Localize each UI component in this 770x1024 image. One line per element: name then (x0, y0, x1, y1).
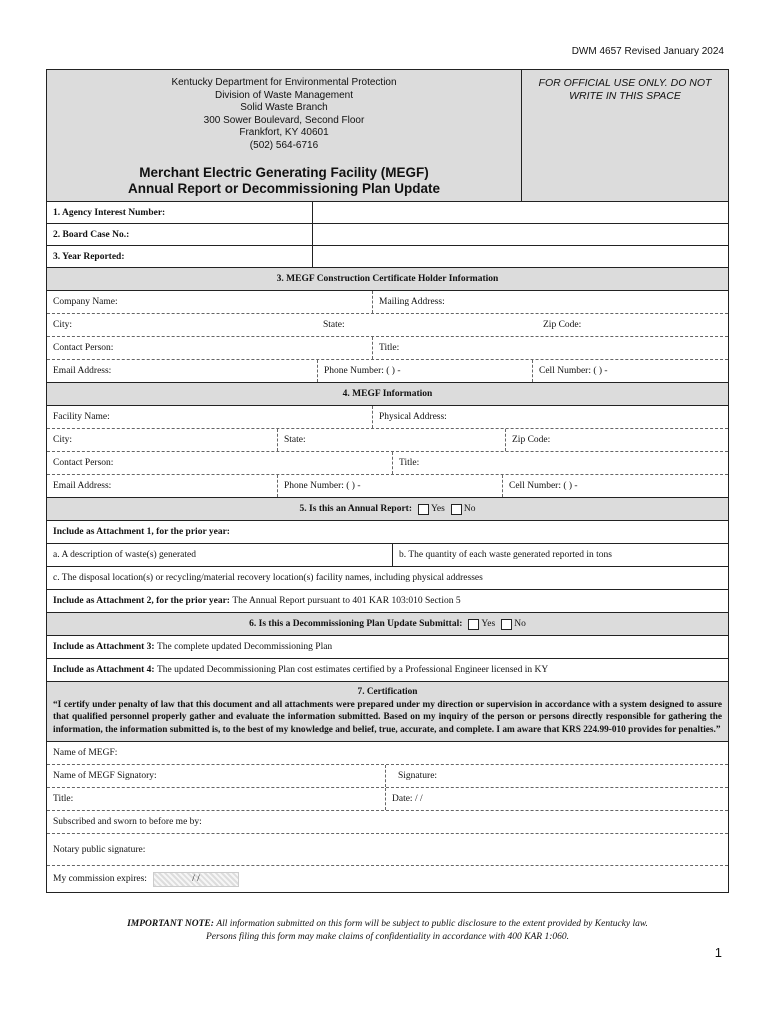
section-6-title: 6. Is this a Decommissioning Plan Update Submittal: (249, 619, 463, 629)
facility-title-field[interactable]: Title: (392, 452, 728, 474)
board-case-input[interactable] (312, 224, 728, 245)
board-case-label: 2. Board Case No.: (53, 229, 130, 240)
cell-field[interactable]: Cell Number: ( ) - (532, 360, 728, 382)
facility-contact-field[interactable]: Contact Person: (53, 458, 114, 468)
email-row-3 (47, 360, 728, 383)
attachment-3-row (47, 636, 728, 659)
agency-line: Division of Waste Management (214, 89, 354, 101)
attachment-1-label: Include as Attachment 1, for the prior year: (53, 527, 230, 537)
commission-row (47, 866, 728, 892)
item-c-text: c. The disposal location(s) or recycling/material recovery location(s) facility names, including physical addresses (53, 573, 483, 583)
attachment-1-row (47, 521, 728, 544)
attachment-3-label: Include as Attachment 3: (53, 642, 155, 652)
form-title-line2: Annual Report or Decommissioning Plan Update (127, 180, 441, 196)
annual-yes-label: Yes (431, 504, 445, 514)
annual-no-label: No (463, 504, 476, 514)
notary-signature-field[interactable]: Notary public signature: (53, 844, 146, 855)
attachment-2-cell (47, 590, 461, 612)
board-case-row (47, 224, 728, 246)
section-4-header (47, 383, 728, 406)
note-label: IMPORTANT NOTE: (127, 919, 214, 929)
important-note (46, 918, 729, 943)
items-ab-row (47, 544, 728, 567)
megf-name-row (47, 742, 728, 765)
zip-field[interactable]: Zip Code: (543, 320, 582, 330)
item-a-text: a. A description of waste(s) generated (53, 550, 196, 560)
facility-email-field[interactable]: Email Address: (53, 481, 112, 491)
subscribed-row (47, 811, 728, 834)
email-row-4 (47, 475, 728, 498)
signatory-row (47, 765, 728, 788)
title-date-row (47, 788, 728, 811)
year-reported-input[interactable] (312, 246, 728, 267)
state-field[interactable]: State: (323, 320, 345, 330)
contact-row-3 (47, 337, 728, 360)
facility-cell-field[interactable]: Cell Number: ( ) - (502, 475, 728, 497)
contact-person-field[interactable]: Contact Person: (53, 343, 114, 353)
subscribed-field[interactable]: Subscribed and sworn to before me by: (53, 817, 202, 827)
note-text-2: Persons filing this form may make claims of confidentiality in accordance with 400 KAR 1:060. (206, 931, 569, 942)
commission-date-field[interactable]: / / (153, 872, 239, 887)
facility-phone-field[interactable]: Phone Number: ( ) - (277, 475, 502, 497)
decom-no-checkbox[interactable] (501, 619, 512, 630)
phone-field[interactable]: Phone Number: ( ) - (317, 360, 532, 382)
megf-form (46, 69, 729, 893)
item-c-row (47, 567, 728, 590)
certification-title: 7. Certification (357, 687, 418, 697)
attachment-2-row (47, 590, 728, 613)
form-header (47, 70, 728, 202)
attachment-2-label: Include as Attachment 2, for the prior year: (53, 596, 230, 606)
attachment-4-label: Include as Attachment 4: (53, 665, 155, 675)
form-title-line1: Merchant Electric Generating Facility (MEGF) (139, 164, 429, 180)
physical-address-field[interactable]: Physical Address: (372, 406, 728, 428)
attachment-4-row (47, 659, 728, 682)
facility-name-field[interactable]: Facility Name: (53, 412, 110, 422)
page-number: 1 (714, 945, 722, 960)
agency-line: Kentucky Department for Environmental Protection (171, 77, 397, 88)
agency-line: 300 Sower Boulevard, Second Floor (203, 114, 365, 126)
company-row (47, 291, 728, 314)
signature-field[interactable]: Signature: (385, 765, 728, 787)
annual-yes-checkbox[interactable] (418, 504, 429, 515)
official-use-box: FOR OFFICIAL USE ONLY. DO NOT WRITE IN THIS SPACE (522, 70, 728, 201)
commission-cell (47, 866, 239, 892)
city-field[interactable]: City: (53, 320, 73, 330)
commission-label: My commission expires: (53, 874, 147, 884)
facility-city-field[interactable]: City: (53, 435, 73, 445)
agency-line: Solid Waste Branch (240, 102, 328, 114)
decom-yes-label: Yes (481, 619, 496, 629)
section-5-title: 5. Is this an Annual Report: (299, 504, 412, 514)
notary-row (47, 834, 728, 866)
attachment-2-text: The Annual Report pursuant to 401 KAR 103:010 Section 5 (232, 596, 461, 606)
megf-name-field[interactable]: Name of MEGF: (53, 748, 118, 758)
certification-block (47, 682, 728, 742)
agency-line: Frankfort, KY 40601 (239, 127, 329, 139)
attachment-3-cell (47, 636, 332, 658)
year-reported-row (47, 246, 728, 268)
city-row-4 (47, 429, 728, 452)
section-3-header (47, 268, 728, 291)
item-b-text: b. The quantity of each waste generated reported in tons (392, 544, 728, 566)
city-row-3 (47, 314, 728, 337)
certification-statement: “I certify under penalty of law that this document and all attachments were prepared under my direction or supervision in accordance with a system designed to assure that qualified personnel properly gather and evaluate the information submitted. Based on my inquiry of the person or persons directly responsible for gathering the information, the information submitted is, to the best of my knowledge and belief, true, accurate, and complete. I am aware that KRS 224.99-010 provides for penalties.” (53, 699, 722, 735)
company-name-field[interactable]: Company Name: (53, 297, 118, 307)
agency-interest-row (47, 202, 728, 224)
decom-yes-checkbox[interactable] (468, 619, 479, 630)
date-field[interactable]: Date: / / (385, 788, 728, 810)
signatory-name-field[interactable]: Name of MEGF Signatory: (53, 771, 157, 781)
annual-no-checkbox[interactable] (451, 504, 462, 515)
section-5-header (47, 498, 728, 521)
year-reported-label: 3. Year Reported: (53, 251, 125, 262)
section-4-title: 4. MEGF Information (342, 389, 433, 399)
revision-label: DWM 4657 Revised January 2024 (571, 46, 724, 57)
facility-row (47, 406, 728, 429)
agency-interest-input[interactable] (312, 202, 728, 223)
decom-no-label: No (514, 619, 526, 629)
attachment-4-cell (47, 659, 548, 681)
facility-state-field[interactable]: State: (277, 429, 505, 451)
mailing-address-field[interactable]: Mailing Address: (372, 291, 728, 313)
contact-row-4 (47, 452, 728, 475)
facility-zip-field[interactable]: Zip Code: (505, 429, 728, 451)
section-6-header (47, 613, 728, 636)
email-field[interactable]: Email Address: (53, 366, 112, 376)
note-text-1: All information submitted on this form will be subject to public disclosure to the extent provided by Kentucky law. (216, 919, 648, 929)
agency-interest-label: 1. Agency Interest Number: (53, 207, 166, 218)
signatory-title-field[interactable]: Title: (53, 794, 74, 804)
title-field[interactable]: Title: (372, 337, 728, 359)
attachment-4-text: The updated Decommissioning Plan cost estimates certified by a Professional Engineer licensed in KY (156, 665, 549, 675)
agency-block (47, 70, 522, 201)
section-3-title: 3. MEGF Construction Certificate Holder Information (276, 274, 499, 284)
agency-line: (502) 564-6716 (249, 139, 319, 151)
attachment-3-text: The complete updated Decommissioning Plan (156, 642, 333, 652)
